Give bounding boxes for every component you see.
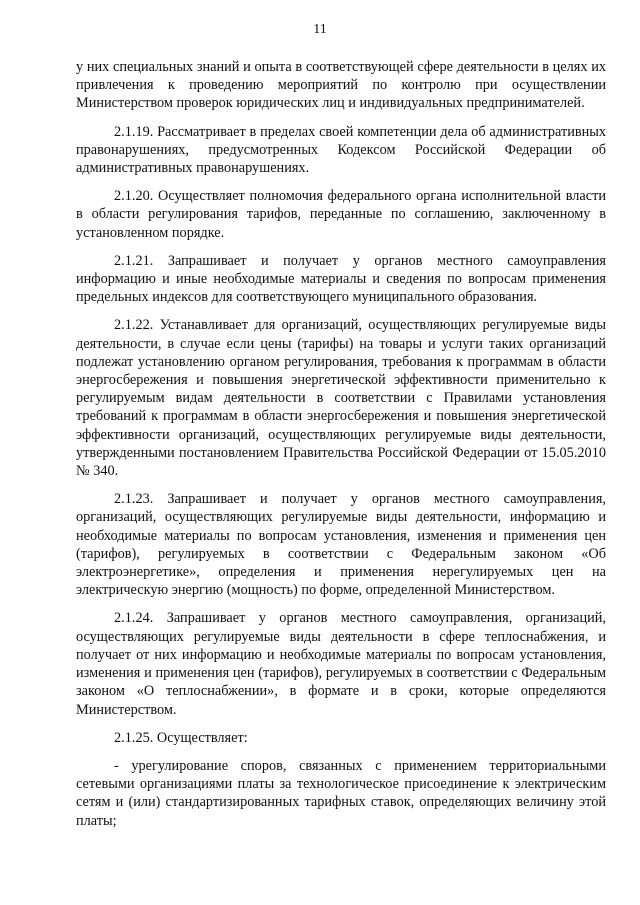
paragraph-continuation: у них специальных знаний и опыта в соответствующей сфере деятельности в целях их привлечения к проведению мероприятий по контролю при осуществлении Министерством проверок юридических лиц и индивидуальных предпринимателей.: [76, 59, 606, 112]
paragraph-2-1-25: 2.1.25. Осуществляет:: [114, 729, 248, 746]
paragraph-2-1-22: 2.1.22. Устанавливает для организаций, осуществляющих регулируемые виды деятельности, в случае если цены (тарифы) на товары и услуги таких организаций подлежат установлению органом регулирования, требования к программам в области энергосбережения и повышения энергетической эффективности применительно к регулируемым видам деятельности в соответствии с Правилами установления требований к программам в области энергосбережения и повышения энергетической эффективности организаций, осуществляющих регулируемые виды деятельности, утвержденными постановлением Правительства Российской Федерации от 15.05.2010 № 340.: [76, 317, 606, 480]
list-item-dispute-settlement: - урегулирование споров, связанных с применением территориальными сетевыми организациями платы за технологическое присоединение к электрическим сетям и (или) стандартизированных тарифных ставок, определяющих величину этой платы;: [76, 757, 606, 829]
paragraph-2-1-24: 2.1.24. Запрашивает у органов местного самоуправления, организаций, осуществляющих регулируемые виды деятельности в сфере теплоснабжения, и получает от них информацию и необходимые материалы по вопросам установления, изменения и применения цен (тарифов), регулируемых в соответствии с Федеральным законом «О теплоснабжении», в формате и в сроки, которые определяются Министерством.: [76, 610, 606, 718]
paragraph-2-1-21: 2.1.21. Запрашивает и получает у органов местного самоуправления информацию и иные необходимые материалы и сведения по вопросам применения предельных индексов для соответствующего муниципального образования.: [76, 252, 606, 306]
paragraph-2-1-23: 2.1.23. Запрашивает и получает у органов местного самоуправления, организаций, осуществляющих регулируемые виды деятельности, информацию и необходимые материалы по вопросам установления, изменения и применения цен (тарифов), регулируемых в соответствии с Федеральным законом «Об электроэнергетике», определения и применения нерегулируемых цен на электрическую энергию (мощность) по форме, определенной Министерством.: [76, 491, 606, 599]
document-body: [76, 58, 606, 830]
page-number: 11: [313, 22, 327, 37]
paragraph-2-1-20: 2.1.20. Осуществляет полномочия федерального органа исполнительной власти в области регулирования тарифов, переданные по соглашению, заключенному в установленном порядке.: [76, 188, 606, 241]
paragraph-2-1-19: 2.1.19. Рассматривает в пределах своей компетенции дела об административных правонарушениях, предусмотренных Кодексом Российской Федерации об административных правонарушениях.: [76, 123, 606, 177]
